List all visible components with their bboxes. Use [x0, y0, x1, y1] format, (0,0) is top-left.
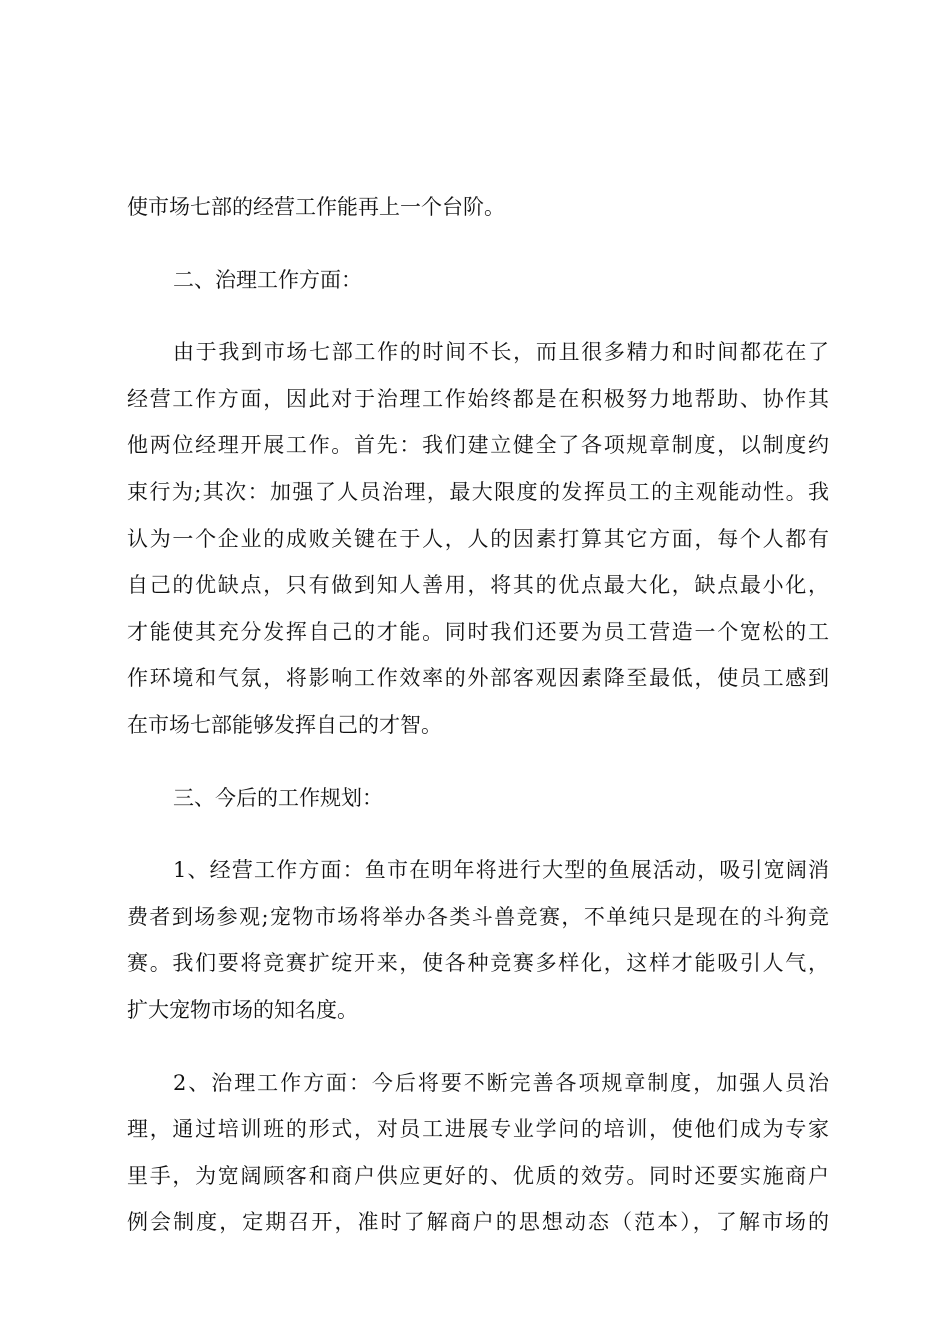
paragraph-line: 束行为;其次：加强了人员治理，最大限度的发挥员工的主观能动性。我 [127, 479, 829, 504]
paragraph-line: 1、经营工作方面：鱼市在明年将进行大型的鱼展活动，吸引宽阔消 [173, 858, 829, 883]
paragraph-line: 使市场七部的经营工作能再上一个台阶。 [127, 195, 505, 219]
document-body [127, 184, 829, 1246]
paragraph-line: 才能使其充分发挥自己的才能。同时我们还要为员工营造一个宽松的工 [127, 619, 829, 644]
paragraph-line: 2、治理工作方面：今后将要不断完善各项规章制度，加强人员治 [173, 1070, 829, 1095]
paragraph-line: 认为一个企业的成败关键在于人，人的因素打算其它方面，每个人都有 [127, 526, 829, 551]
paragraph-line: 例会制度，定期召开，准时了解商户的思想动态（范本），了解市场的 [127, 1210, 829, 1235]
paragraph-line: 里手，为宽阔顾客和商户供应更好的、优质的效劳。同时还要实施商户 [127, 1163, 829, 1188]
paragraph-line: 作环境和气氛，将影响工作效率的外部客观因素降至最低，使员工感到 [127, 666, 829, 691]
paragraph-line: 理，通过培训班的形式，对员工进展专业学问的培训，使他们成为专家 [127, 1117, 829, 1142]
paragraph-line: 经营工作方面，因此对于治理工作始终都是在积极努力地帮助、协作其 [127, 386, 829, 411]
paragraph-line: 自己的优缺点，只有做到知人善用，将其的优点最大化，缺点最小化， [127, 573, 829, 598]
paragraph-line: 赛。我们要将竞赛扩绽开来，使各种竞赛多样化，这样才能吸引人气， [127, 951, 829, 976]
paragraph-line: 在市场七部能够发挥自己的才智。 [127, 712, 442, 737]
paragraph-line: 由于我到市场七部工作的时间不长，而且很多精力和时间都花在了 [173, 340, 829, 365]
section-heading-management: 二、治理工作方面： [173, 267, 362, 292]
paragraph-line: 扩大宠物市场的知名度。 [127, 997, 358, 1022]
paragraph-line: 费者到场参观;宠物市场将举办各类斗兽竞赛，不单纯只是现在的斗狗竞 [127, 904, 829, 929]
section-heading-future-plan: 三、今后的工作规划： [173, 785, 383, 810]
paragraph-line: 他两位经理开展工作。首先：我们建立健全了各项规章制度，以制度约 [127, 433, 829, 458]
